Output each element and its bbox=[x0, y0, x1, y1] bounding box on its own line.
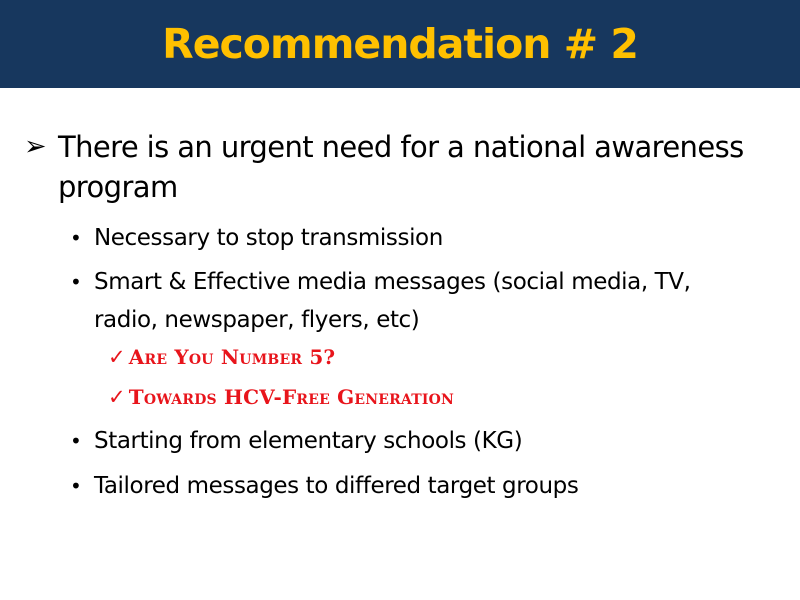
bullet-starting-from-schools: Starting from elementary schools (KG) bbox=[94, 428, 523, 454]
bullet-icon: • bbox=[70, 226, 82, 250]
bullet-necessary-to-stop-transmission: Necessary to stop transmission bbox=[94, 225, 443, 251]
sub-bullet-towards-hcv-free bbox=[108, 380, 454, 414]
checkmark-icon: ✓ bbox=[108, 385, 126, 409]
bullet-icon: • bbox=[70, 429, 82, 453]
slide-title: Recommendation # 2 bbox=[162, 20, 638, 68]
sub-bullet-label: Towards HCV-Free Generation bbox=[128, 385, 455, 409]
bullet-media-messages-line-1: Smart & Effective media messages (social media, TV, bbox=[94, 269, 691, 295]
main-point-line-1: There is an urgent need for a national awareness bbox=[58, 130, 744, 164]
main-point-line-2: program bbox=[58, 170, 178, 204]
arrow-bullet-icon: ➢ bbox=[24, 131, 47, 162]
sub-bullet-are-you-number-5 bbox=[108, 340, 335, 374]
bullet-icon: • bbox=[70, 270, 82, 294]
sub-bullet-label: Are You Number 5? bbox=[128, 345, 336, 369]
checkmark-icon: ✓ bbox=[108, 345, 126, 369]
bullet-tailored-messages: Tailored messages to differed target groups bbox=[94, 473, 579, 499]
bullet-media-messages-line-2: radio, newspaper, flyers, etc) bbox=[94, 307, 420, 333]
bullet-icon: • bbox=[70, 474, 82, 498]
